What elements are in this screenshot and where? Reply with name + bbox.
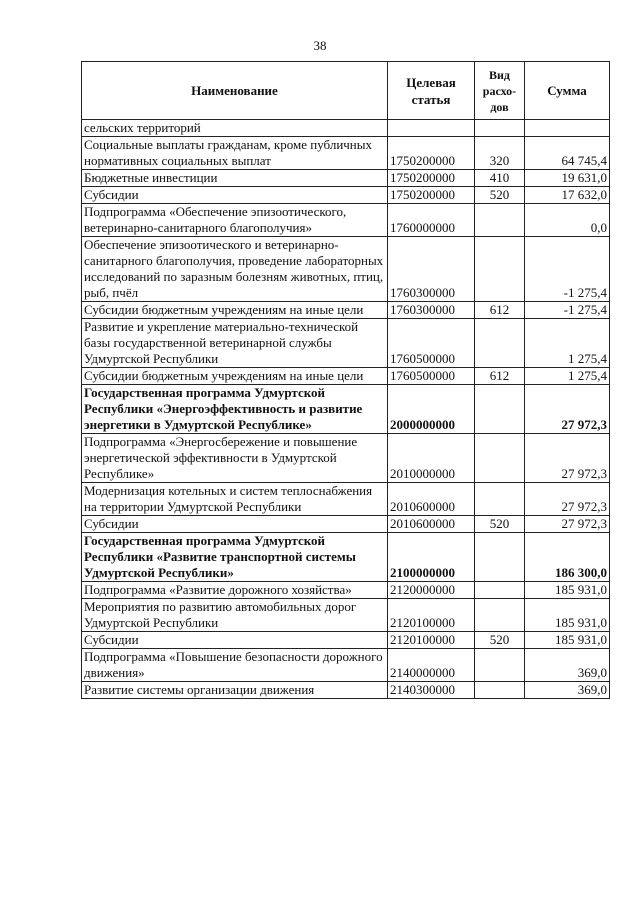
cell-name: Модернизация котельных и систем теплоснабжения на территории Удмуртской Республики [82, 483, 388, 516]
table-body [82, 120, 610, 699]
table-row [82, 170, 610, 187]
table-row [82, 582, 610, 599]
cell-code: 1760300000 [388, 237, 475, 302]
cell-code: 2140300000 [388, 682, 475, 699]
table-row [82, 237, 610, 302]
cell-name: Субсидии [82, 187, 388, 204]
cell-sum: 369,0 [525, 682, 610, 699]
cell-name: Подпрограмма «Энергосбережение и повышение энергетической эффективности в Удмуртской Республике» [82, 434, 388, 483]
cell-code: 1750200000 [388, 137, 475, 170]
cell-sum: -1 275,4 [525, 237, 610, 302]
cell-code: 1760300000 [388, 302, 475, 319]
cell-sum: -1 275,4 [525, 302, 610, 319]
cell-type: 520 [475, 632, 525, 649]
cell-sum: 27 972,3 [525, 516, 610, 533]
cell-type: 612 [475, 302, 525, 319]
table-row [82, 682, 610, 699]
cell-name: Развитие и укрепление материально-технической базы государственной ветеринарной службы Удмуртской Республики [82, 319, 388, 368]
cell-code: 2010000000 [388, 434, 475, 483]
table-row [82, 385, 610, 434]
cell-type [475, 434, 525, 483]
table-row [82, 204, 610, 237]
cell-sum: 64 745,4 [525, 137, 610, 170]
cell-type: 410 [475, 170, 525, 187]
cell-type [475, 237, 525, 302]
cell-sum: 1 275,4 [525, 319, 610, 368]
cell-name: Подпрограмма «Развитие дорожного хозяйства» [82, 582, 388, 599]
table-header-row [82, 62, 610, 120]
cell-type [475, 483, 525, 516]
table-row [82, 632, 610, 649]
cell-code: 2000000000 [388, 385, 475, 434]
cell-name: Субсидии бюджетным учреждениям на иные цели [82, 368, 388, 385]
cell-code [388, 120, 475, 137]
header-code: Целевая статья [388, 62, 475, 120]
cell-type [475, 533, 525, 582]
cell-sum: 19 631,0 [525, 170, 610, 187]
cell-code: 2100000000 [388, 533, 475, 582]
header-sum: Сумма [525, 62, 610, 120]
cell-code: 1750200000 [388, 170, 475, 187]
page-number: 38 [313, 38, 327, 53]
cell-name: Субсидии [82, 632, 388, 649]
table-row [82, 302, 610, 319]
cell-code: 2120100000 [388, 632, 475, 649]
cell-sum: 185 931,0 [525, 632, 610, 649]
cell-sum: 1 275,4 [525, 368, 610, 385]
cell-sum: 186 300,0 [525, 533, 610, 582]
cell-type [475, 319, 525, 368]
table-row [82, 137, 610, 170]
table-row [82, 319, 610, 368]
cell-type [475, 204, 525, 237]
cell-sum: 185 931,0 [525, 599, 610, 632]
cell-type: 520 [475, 516, 525, 533]
cell-code: 2010600000 [388, 516, 475, 533]
cell-code: 2120000000 [388, 582, 475, 599]
cell-type [475, 649, 525, 682]
cell-type: 520 [475, 187, 525, 204]
cell-type: 612 [475, 368, 525, 385]
cell-sum: 17 632,0 [525, 187, 610, 204]
budget-table [81, 61, 610, 699]
cell-name: Развитие системы организации движения [82, 682, 388, 699]
cell-name: Социальные выплаты гражданам, кроме публичных нормативных социальных выплат [82, 137, 388, 170]
cell-name: Подпрограмма «Повышение безопасности дорожного движения» [82, 649, 388, 682]
cell-name: Бюджетные инвестиции [82, 170, 388, 187]
header-type: Вид расхо-дов [475, 62, 525, 120]
cell-name: Субсидии [82, 516, 388, 533]
table-row [82, 187, 610, 204]
cell-code: 1750200000 [388, 187, 475, 204]
cell-type [475, 682, 525, 699]
cell-type [475, 385, 525, 434]
header-name: Наименование [82, 62, 388, 120]
cell-sum: 27 972,3 [525, 434, 610, 483]
table-row [82, 483, 610, 516]
table-row [82, 516, 610, 533]
table-row [82, 368, 610, 385]
cell-code: 2010600000 [388, 483, 475, 516]
cell-name: Государственная программа Удмуртской Республики «Развитие транспортной системы Удмуртской Республики» [82, 533, 388, 582]
table-row [82, 434, 610, 483]
cell-sum: 0,0 [525, 204, 610, 237]
table-row [82, 533, 610, 582]
cell-name: Обеспечение эпизоотического и ветеринарно-санитарного благополучия, проведение лабораторных исследований по заразным болезням животных, птиц, рыб, пчёл [82, 237, 388, 302]
cell-code: 1760500000 [388, 319, 475, 368]
table-row [82, 649, 610, 682]
cell-code: 1760000000 [388, 204, 475, 237]
cell-sum: 185 931,0 [525, 582, 610, 599]
cell-sum: 27 972,3 [525, 385, 610, 434]
cell-name: сельских территорий [82, 120, 388, 137]
table-row [82, 120, 610, 137]
cell-type [475, 599, 525, 632]
table-row [82, 599, 610, 632]
cell-name: Мероприятия по развитию автомобильных дорог Удмуртской Республики [82, 599, 388, 632]
cell-name: Субсидии бюджетным учреждениям на иные цели [82, 302, 388, 319]
cell-name: Подпрограмма «Обеспечение эпизоотического, ветеринарно-санитарного благополучия» [82, 204, 388, 237]
cell-sum: 27 972,3 [525, 483, 610, 516]
cell-type [475, 120, 525, 137]
cell-sum: 369,0 [525, 649, 610, 682]
cell-type [475, 582, 525, 599]
cell-name: Государственная программа Удмуртской Республики «Энергоэффективность и развитие энергетики в Удмуртской Республике» [82, 385, 388, 434]
cell-type: 320 [475, 137, 525, 170]
cell-code: 2120100000 [388, 599, 475, 632]
cell-code: 1760500000 [388, 368, 475, 385]
cell-code: 2140000000 [388, 649, 475, 682]
cell-sum [525, 120, 610, 137]
